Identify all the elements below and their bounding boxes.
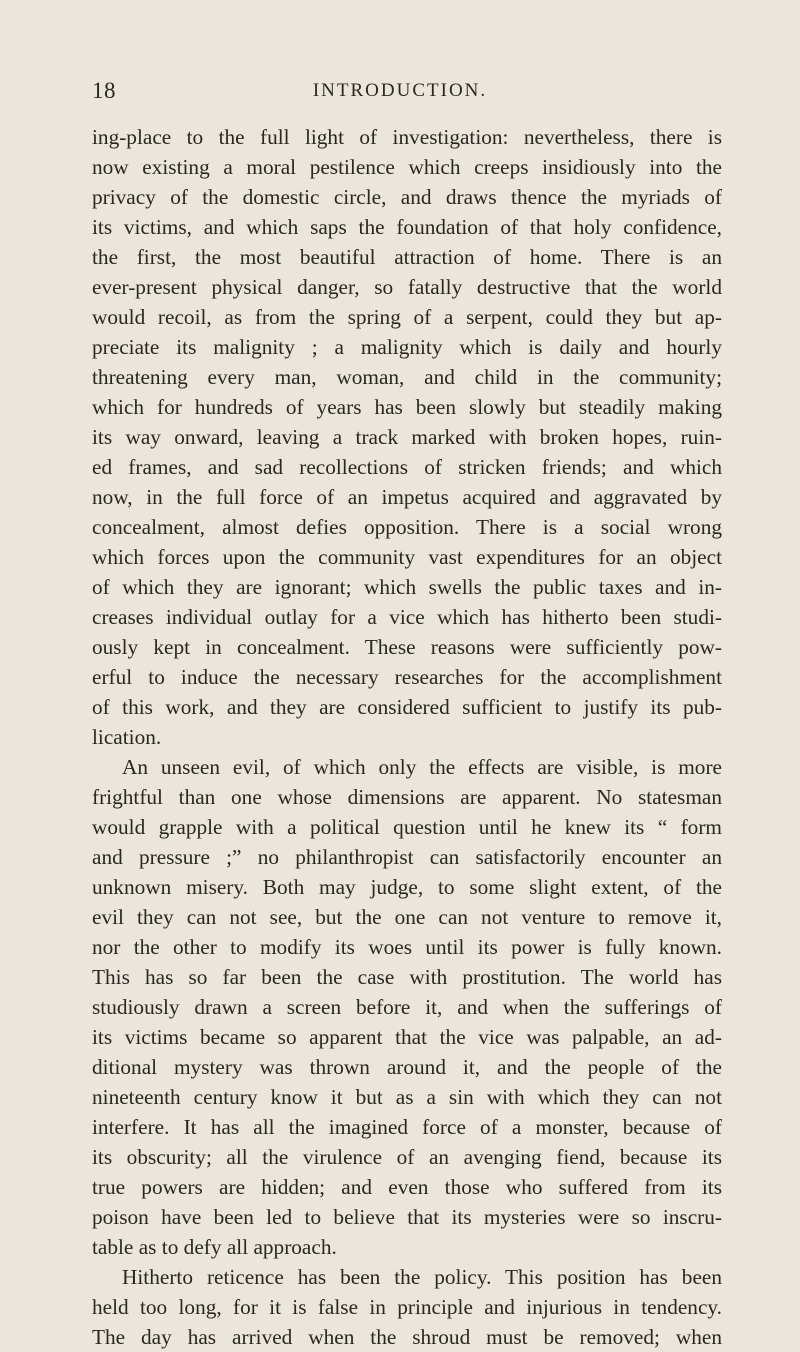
text-line: which for hundreds of years has been slowly but steadily making [92,395,722,419]
text-line: The day has arrived when the shroud must be removed; when [92,1325,722,1349]
page-number: 18 [92,78,116,103]
text-line: frightful than one whose dimensions are apparent. No statesman [92,785,722,809]
text-line: held too long, for it is false in principle and injurious in tendency. [92,1295,722,1319]
paragraph [92,1262,722,1352]
text-line: An unseen evil, of which only the effects are visible, is more [122,755,722,779]
text-line: of this work, and they are considered sufficient to justify its pub- [92,695,722,719]
text-line: privacy of the domestic circle, and draws thence the myriads of [92,185,722,209]
text-line: lication. [92,725,162,749]
text-line: preciate its malignity ; a malignity which is daily and hourly [92,335,722,359]
text-line: now, in the full force of an impetus acquired and aggravated by [92,485,722,509]
text-line: interfere. It has all the imagined force of a monster, because of [92,1115,722,1139]
text-line: would grapple with a political question until he knew its “ form [92,815,722,839]
text-line: its way onward, leaving a track marked with broken hopes, ruin- [92,425,722,449]
text-line: evil they can not see, but the one can not venture to remove it, [92,905,722,929]
text-line: its obscurity; all the virulence of an avenging fiend, because its [92,1145,722,1169]
text-line: which forces upon the community vast expenditures for an object [92,545,722,569]
text-line: table as to defy all approach. [92,1235,337,1259]
text-line: creases individual outlay for a vice which has hitherto been studi- [92,605,722,629]
text-line: unknown misery. Both may judge, to some slight extent, of the [92,875,722,899]
running-head [0,78,800,108]
text-line: its victims, and which saps the foundation of that holy confidence, [92,215,722,239]
text-line: studiously drawn a screen before it, and when the sufferings of [92,995,722,1019]
text-line: ever-present physical danger, so fatally destructive that the world [92,275,722,299]
text-line: ditional mystery was thrown around it, and the people of the [92,1055,722,1079]
text-line: would recoil, as from the spring of a serpent, could they but ap- [92,305,722,329]
text-line: erful to induce the necessary researches for the accomplishment [92,665,722,689]
text-line: threatening every man, woman, and child in the community; [92,365,722,389]
paragraph [92,752,722,1262]
text-line: concealment, almost defies opposition. There is a social wrong [92,515,722,539]
text-line: now existing a moral pestilence which creeps insidiously into the [92,155,722,179]
text-line: ing-place to the full light of investigation: nevertheless, there is [92,125,722,149]
text-line: poison have been led to believe that its mysteries were so inscru- [92,1205,722,1229]
text-line: ously kept in concealment. These reasons were sufficiently pow- [92,635,722,659]
text-line: and pressure ;” no philanthropist can satisfactorily encounter an [92,845,722,869]
text-line: of which they are ignorant; which swells the public taxes and in- [92,575,722,599]
paragraph [92,122,722,752]
body-text [92,122,722,1352]
text-line: the first, the most beautiful attraction of home. There is an [92,245,722,269]
text-line: true powers are hidden; and even those who suffered from its [92,1175,722,1199]
text-line: Hitherto reticence has been the policy. This position has been [122,1265,722,1289]
running-title: INTRODUCTION. [312,80,488,101]
text-line: This has so far been the case with prostitution. The world has [92,965,722,989]
text-line: nineteenth century know it but as a sin with which they can not [92,1085,722,1109]
text-line: its victims became so apparent that the vice was palpable, an ad- [92,1025,722,1049]
text-line: nor the other to modify its woes until its power is fully known. [92,935,722,959]
text-line: ed frames, and sad recollections of stricken friends; and which [92,455,722,479]
